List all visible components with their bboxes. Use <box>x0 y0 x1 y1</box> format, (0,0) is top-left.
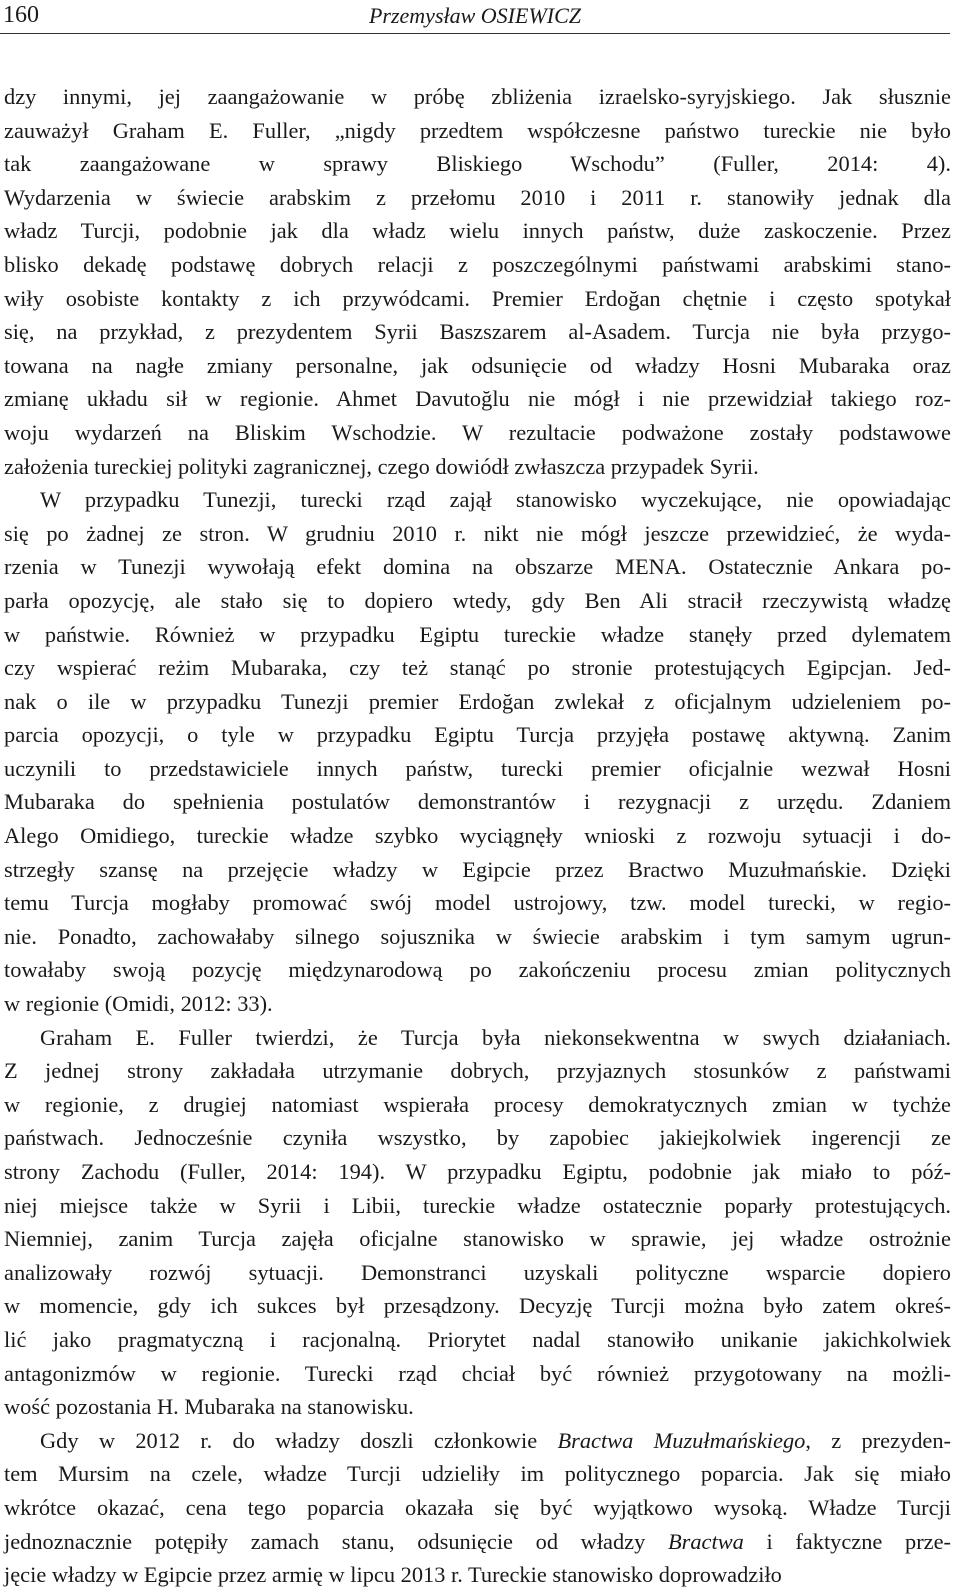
text-line: zauważył Graham E. Fuller, „nigdy przedtem współczesne państwo tureckie nie było <box>4 117 951 143</box>
text-line: władz Turcji, podobnie jak dla władz wielu innych państw, duże zaskoczenie. Przez <box>4 218 951 244</box>
paragraph <box>4 1021 951 1424</box>
text-line: Gdy w 2012 r. do władzy doszli członkowie Bractwa Muzułmańskiego, z prezyden- <box>40 1427 951 1453</box>
text-line: czy wspierać reżim Mubaraka, czy też stanąć po stronie protestujących Egipcjan. Jed- <box>4 655 951 681</box>
text-line: rzenia w Tunezji wywołają efekt domina na obszarze MENA. Ostatecznie Ankara po- <box>4 554 951 580</box>
text-line: towana na nagłe zmiany personalne, jak odsunięcie od władzy Hosni Mubaraka oraz <box>4 352 951 378</box>
body-text <box>4 80 951 1592</box>
text-line: w regionie, z drugiej natomiast wspierała procesy demokratycznych zmian w tychże <box>4 1091 951 1117</box>
italic-term: Bractwa <box>667 1528 744 1554</box>
text-line: się, na przykład, z prezydentem Syrii Baszszarem al-Asadem. Turcja nie była przygo- <box>4 319 951 345</box>
text-line: państwach. Jednocześnie czyniła wszystko, by zapobiec jakiejkolwiek ingerencji ze <box>4 1125 951 1151</box>
text-line: Mubaraka do spełnienia postulatów demonstrantów i rezygnacji z urzędu. Zdaniem <box>4 789 951 815</box>
text-line: niej miejsce także w Syrii i Libii, tureckie władze ostatecznie poparły protestujących. <box>4 1192 951 1218</box>
text-line: się po żadnej ze stron. W grudniu 2010 r. nikt nie mógł jeszcze przewidzieć, że wyda- <box>4 520 951 546</box>
paragraph <box>4 80 951 483</box>
running-head-author: Przemysław OSIEWICZ <box>368 3 582 28</box>
text-line: towałaby swoją pozycję międzynarodową po zakończeniu procesu zmian politycznych <box>4 957 951 983</box>
page-number: 160 <box>3 2 39 28</box>
text-line: antagonizmów w regionie. Turecki rząd chciał być również przygotowany na możli- <box>4 1360 951 1386</box>
text-line: parcia opozycji, o tyle w przypadku Egiptu Turcja przyjęła postawę aktywną. Zanim <box>4 722 951 748</box>
text-line: w regionie (Omidi, 2012: 33). <box>4 991 273 1017</box>
text-line: woju wydarzeń na Bliskim Wschodzie. W rezultacie podważone zostały podstawowe <box>4 419 951 445</box>
text-line: W przypadku Tunezji, turecki rząd zajął stanowisko wyczekujące, nie opowiadając <box>40 487 951 513</box>
text-line: Niemniej, zanim Turcja zajęła oficjalne stanowisko w sprawie, jej władze ostrożnie <box>4 1226 951 1252</box>
text-line: jęcie władzy w Egipcie przez armię w lipcu 2013 r. Tureckie stanowisko doprowadziło <box>4 1562 782 1588</box>
text-line: dzy innymi, jej zaangażowanie w próbę zbliżenia izraelsko-syryjskiego. Jak słusznie <box>4 84 951 109</box>
paragraph <box>4 483 951 1021</box>
text-line: parła opozycję, ale stało się to dopiero wtedy, gdy Ben Ali stracił rzeczywistą władzę <box>4 587 951 613</box>
text-line: uczynili to przedstawiciele innych państw, turecki premier oficjalnie wezwał Hosni <box>4 755 951 781</box>
text-line: Graham E. Fuller twierdzi, że Turcja była niekonsekwentna w swych działaniach. <box>40 1024 951 1050</box>
text-line: zmianę układu sił w regionie. Ahmet Davutoğlu nie mógł i nie przewidział takiego roz- <box>4 386 951 412</box>
text-line: w momencie, gdy ich sukces był przesądzony. Decyzję Turcji można było zatem okreś- <box>4 1293 951 1319</box>
text-line: jednoznacznie potępiły zamach stanu, odsunięcie od władzy Bractwa i faktyczne prze- <box>4 1528 951 1554</box>
text-line: strzegły szansę na przejęcie władzy w Egipcie przez Bractwo Muzułmańskie. Dzięki <box>4 856 951 882</box>
text-line: wość pozostania H. Mubaraka na stanowisku. <box>4 1394 414 1420</box>
text-line: analizowały rozwój sytuacji. Demonstranci uzyskali polityczne wsparcie dopiero <box>4 1259 951 1285</box>
italic-term: Bractwa Muzułmańskiego <box>557 1427 806 1453</box>
text-line: lić jako pragmatyczną i racjonalną. Priorytet nadal stanowiło unikanie jakichkolwiek <box>4 1326 951 1352</box>
text-line: tak zaangażowane w sprawy Bliskiego Wschodu” (Fuller, 2014: 4). <box>4 151 951 177</box>
text-line: w państwie. Również w przypadku Egiptu tureckie władze stanęły przed dylematem <box>4 621 951 647</box>
text-line: Alego Omidiego, tureckie władze szybko wyciągnęły wnioski z rozwoju sytuacji i do- <box>4 823 951 849</box>
text-line: blisko dekadę podstawę dobrych relacji z poszczególnymi państwami arabskimi stano- <box>4 251 951 277</box>
text-line: temu Turcja mogłaby promować swój model ustrojowy, tzw. model turecki, w regio- <box>4 890 951 916</box>
text-line: Z jednej strony zakładała utrzymanie dobrych, przyjaznych stosunków z państwami <box>4 1058 951 1084</box>
text-line: Wydarzenia w świecie arabskim z przełomu 2010 i 2011 r. stanowiły jednak dla <box>4 184 951 210</box>
text-line: nak o ile w przypadku Tunezji premier Erdoğan zwlekał z oficjalnym udzieleniem po- <box>4 688 951 714</box>
text-line: strony Zachodu (Fuller, 2014: 194). W przypadku Egiptu, podobnie jak miało to póź- <box>4 1159 951 1184</box>
text-line: nie. Ponadto, zachowałaby silnego sojusznika w świecie arabskim i tym samym ugrun- <box>4 923 951 949</box>
text-line: wkrótce okazać, cena tego poparcia okazała się być wyjątkowo wysoką. Władze Turcji <box>4 1494 951 1520</box>
text-line: założenia tureckiej polityki zagranicznej, czego dowiódł zwłaszcza przypadek Syrii. <box>4 453 759 479</box>
paragraph <box>4 1424 951 1592</box>
running-header <box>0 0 950 34</box>
text-line: wiły osobiste kontakty z ich przywódcami. Premier Erdoğan chętnie i często spotykał <box>4 285 951 311</box>
text-line: tem Mursim na czele, władze Turcji udzieliły im politycznego poparcia. Jak się miało <box>4 1461 951 1487</box>
